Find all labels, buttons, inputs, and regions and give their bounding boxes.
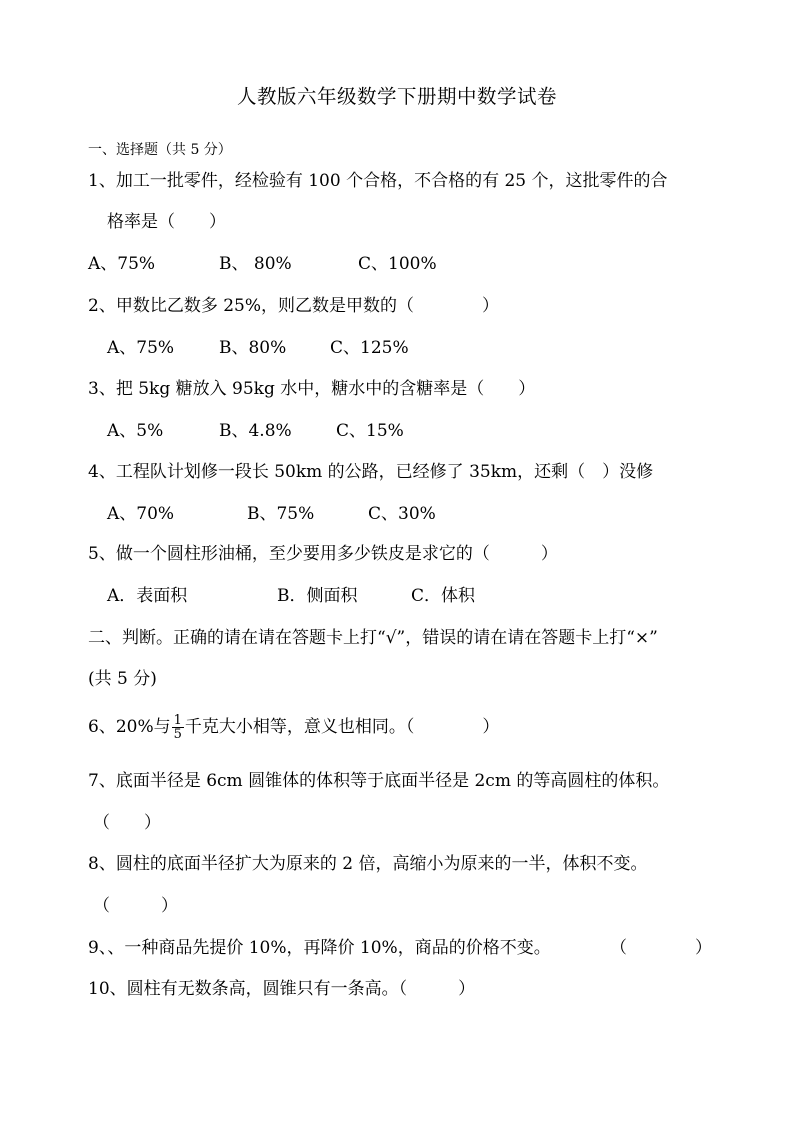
- question-5-option-c: C．体积: [411, 586, 476, 606]
- section-heading-choice: 一、选择题（共 5 分）: [88, 142, 232, 158]
- question-4-text: 4、工程队计划修一段长 50km 的公路，已经修了 35km，还剩（ ）没修: [88, 462, 654, 482]
- question-5-option-b: B．侧面积: [277, 586, 358, 606]
- question-1-option-a: A、75%: [88, 254, 156, 274]
- question-6-suffix: 千克大小相等，意义也相同。（ ）: [184, 717, 500, 737]
- page-title: 人教版六年级数学下册期中数学试卷: [237, 85, 558, 108]
- fraction-denominator: 5: [173, 727, 182, 742]
- question-4-option-a: A、70%: [107, 504, 175, 524]
- question-4-option-c: C、30%: [368, 504, 436, 524]
- question-7-text: 7、底面半径是 6cm 圆锥体的体积等于底面半径是 2cm 的等高圆柱的体积。: [88, 771, 670, 791]
- question-1-option-b: B、 80%: [219, 254, 292, 274]
- question-8-text: 8、圆柱的底面半径扩大为原来的 2 倍，高缩小为原来的一半，体积不变。: [88, 854, 648, 874]
- question-5-option-a: A．表面积: [107, 586, 188, 606]
- question-3-option-b: B、4.8%: [219, 421, 292, 441]
- question-2-option-c: C、125%: [330, 338, 409, 358]
- question-5-text: 5、做一个圆柱形油桶，至少要用多少铁皮是求它的（ ）: [88, 544, 558, 564]
- question-1-option-c: C、100%: [358, 254, 437, 274]
- question-3-text: 3、把 5kg 糖放入 95kg 水中，糖水中的含糖率是（ ）: [88, 379, 536, 399]
- question-8-bracket: （ ）: [93, 896, 178, 916]
- question-6-prefix: 6、20%与: [88, 717, 171, 737]
- section-heading-judge-points: (共 5 分): [88, 669, 157, 689]
- question-3-option-a: A、5%: [107, 421, 164, 441]
- question-10-text: 10、圆柱有无数条高，圆锥只有一条高。（ ）: [88, 979, 476, 999]
- question-3-option-c: C、15%: [336, 421, 404, 441]
- question-4-option-b: B、75%: [247, 504, 315, 524]
- fraction-one-fifth: [172, 714, 184, 741]
- question-9-bracket: （ ）: [610, 938, 712, 958]
- question-2-option-b: B、80%: [219, 338, 287, 358]
- fraction-numerator: 1: [173, 713, 182, 728]
- question-9-text: 9、、一种商品先提价 10%，再降价 10%，商品的价格不变。: [88, 938, 551, 958]
- question-1-text-cont: 格率是（ ）: [107, 212, 226, 232]
- question-1-text: 1、加工一批零件，经检验有 100 个合格，不合格的有 25 个，这批零件的合: [88, 171, 668, 191]
- question-2-text: 2、甲数比乙数多 25%，则乙数是甲数的（ ）: [88, 296, 500, 316]
- question-6-text: [88, 712, 499, 742]
- question-7-bracket: （ ）: [93, 813, 161, 833]
- section-heading-judge: 二、判断。正确的请在请在答题卡上打“√”，错误的请在请在答题卡上打“×”: [88, 628, 658, 648]
- question-2-option-a: A、75%: [107, 338, 175, 358]
